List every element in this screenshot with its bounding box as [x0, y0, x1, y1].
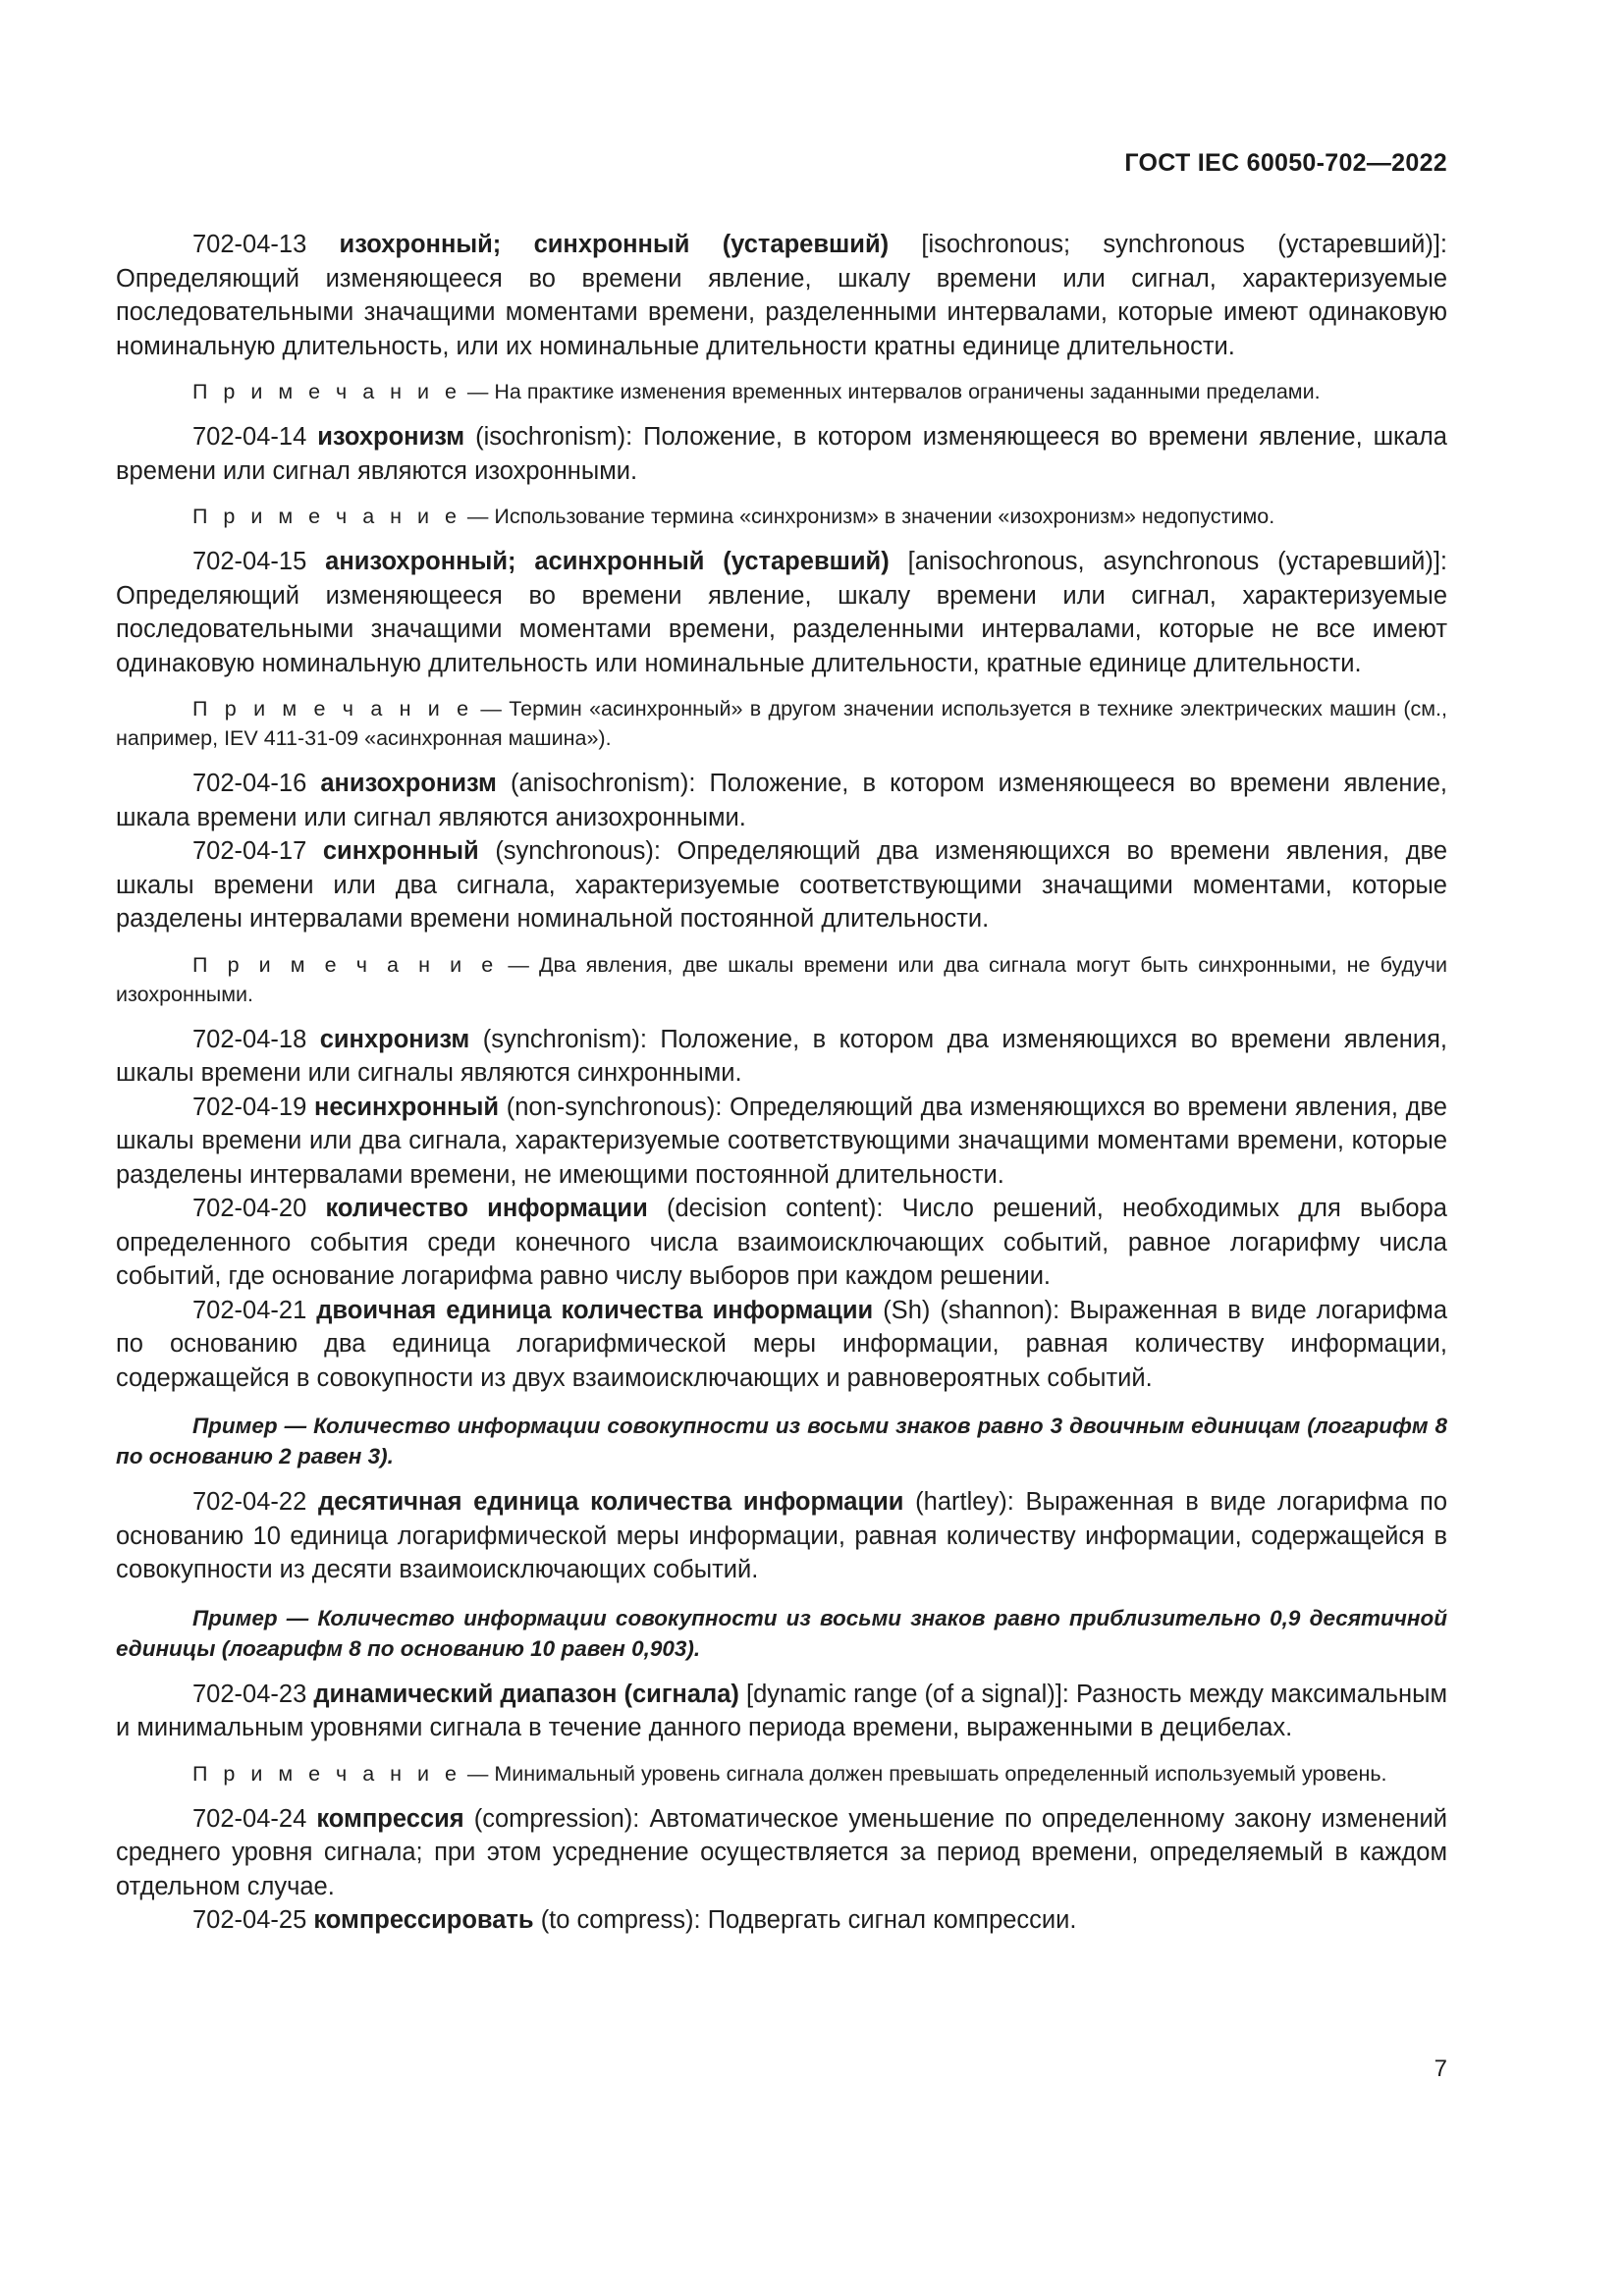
entry-number: 702-04-19 — [192, 1093, 307, 1121]
entry-term: анизохронный; асинхронный (устаревший) — [325, 548, 890, 575]
entry-term: изохронизм — [317, 423, 465, 451]
entry-term: компрессия — [316, 1804, 464, 1833]
entry-702-04-15 — [116, 545, 1447, 680]
entry-definition: (Sh) (shannon): Выраженная в виде логарифма по основанию два единица логарифмической меры информации, равная количеству информации, содержащейся в совокупности из двух взаимоисключающих и равновероятных событий. — [116, 1296, 1448, 1392]
entry-702-04-16 — [116, 767, 1447, 834]
note-702-04-23 — [116, 1759, 1447, 1789]
entry-number: 702-04-17 — [192, 837, 307, 865]
entry-term: динамический диапазон (сигнала) — [313, 1680, 739, 1708]
entry-number: 702-04-23 — [192, 1680, 307, 1708]
entry-definition: (hartley): Выраженная в виде логарифма по основанию 10 единица логарифмической меры информации, равная количеству информации, содержащейся в совокупности из десяти взаимоисключающих событий. — [116, 1488, 1448, 1583]
entry-number: 702-04-20 — [192, 1195, 307, 1222]
note-702-04-17 — [116, 950, 1447, 1009]
entry-number: 702-04-24 — [192, 1804, 307, 1833]
document-header: ГОСТ IEC 60050-702—2022 — [1124, 149, 1447, 177]
entry-definition: (synchronous): Определяющий два изменяющихся во времени явления, две шкалы времени или два сигнала, характеризуемые соответствующими значащими моментами, которые разделены интервалами времени номинальной постоянной длительности. — [116, 837, 1447, 933]
entry-702-04-13 — [116, 228, 1447, 363]
entry-term: компрессировать — [313, 1906, 534, 1934]
example-702-04-21: Пример — Количество информации совокупности из восьми знаков равно 3 двоичным единицам (логарифм 8 по основанию 2 равен 3). — [116, 1414, 1447, 1468]
entry-number: 702-04-18 — [192, 1025, 307, 1053]
note-text: — Минимальный уровень сигнала должен превышать определенный используемый уровень. — [460, 1761, 1387, 1786]
entry-702-04-23 — [116, 1678, 1447, 1745]
entry-definition: (decision content): Число решений, необходимых для выбора определенного события среди конечного числа взаимоисключающих событий, равное логарифму числа событий, где основание логарифма равно числу выборов при каждом решении. — [116, 1195, 1447, 1290]
entry-702-04-18 — [116, 1023, 1447, 1091]
entry-number: 702-04-13 — [192, 231, 307, 258]
entry-number: 702-04-25 — [192, 1906, 307, 1934]
entry-number: 702-04-14 — [192, 423, 307, 451]
note-702-04-14 — [116, 502, 1447, 531]
entry-702-04-17 — [116, 834, 1447, 936]
entry-definition: [isochronous; synchronous (устаревший)]: Определяющий изменяющееся во времени явление, шкалу времени или сигнал, характеризуемые последовательными значащими моментами времени, разделенными интервалами, которые имеют одинаковую номинальную длительность, или их номинальные длительности кратны единице длительности. — [116, 231, 1448, 360]
entry-term: синхронизм — [319, 1025, 470, 1053]
note-text: — На практике изменения временных интервалов ограничены заданными пределами. — [460, 380, 1321, 403]
entry-definition: (synchronism): Положение, в котором два изменяющихся во времени явления, шкалы времени или сигналы являются синхронными. — [116, 1025, 1447, 1087]
example-702-04-22: Пример — Количество информации совокупности из восьми знаков равно приблизительно 0,9 десятичной единицы (логарифм 8 по основанию 10 равен 0,903). — [116, 1605, 1447, 1661]
entry-definition: (to compress): Подвергать сигнал компрессии. — [540, 1906, 1077, 1934]
entry-term: двоичная единица количества информации — [316, 1296, 874, 1324]
entry-702-04-19 — [116, 1091, 1447, 1193]
note-702-04-13 — [116, 377, 1447, 406]
note-label: П р и м е ч а н и е — [192, 697, 474, 721]
entry-definition: (isochronism): Положение, в котором изменяющееся во времени явление, шкала времени или сигнал являются изохронными. — [116, 423, 1447, 485]
page-number: 7 — [1434, 2056, 1447, 2082]
entry-702-04-22 — [116, 1485, 1447, 1587]
entry-definition: (anisochronism): Положение, в котором изменяющееся во времени явление, шкала времени или сигнал являются анизохронными. — [116, 770, 1447, 831]
entry-number: 702-04-21 — [192, 1296, 307, 1324]
entry-term: синхронный — [322, 837, 479, 865]
entry-term: несинхронный — [313, 1093, 500, 1121]
entry-term: изохронный; синхронный (устаревший) — [339, 231, 890, 258]
entry-number: 702-04-15 — [192, 548, 307, 575]
document-body — [116, 228, 1447, 1938]
entry-definition: (compression): Автоматическое уменьшение по определенному закону изменений среднего уровня сигнала; при этом усреднение осуществляется за период времени, определяемый в каждом отдельном случае. — [116, 1804, 1447, 1900]
entry-702-04-25 — [116, 1903, 1447, 1938]
entry-term: десятичная единица количества информации — [317, 1488, 904, 1516]
entry-term: анизохронизм — [320, 770, 497, 797]
entry-number: 702-04-16 — [192, 770, 307, 797]
entry-definition: (non-synchronous): Определяющий два изменяющихся во времени явления, две шкалы времени или два сигнала, характеризуемые соответствующими значащими моментами времени, которые разделены интервалами времени, не имеющими постоянной длительности. — [116, 1093, 1447, 1189]
note-label: П р и м е ч а н и е — [192, 380, 461, 403]
entry-702-04-20 — [116, 1192, 1447, 1294]
note-702-04-15 — [116, 694, 1447, 753]
entry-702-04-24 — [116, 1802, 1447, 1904]
entry-number: 702-04-22 — [192, 1488, 307, 1516]
entry-definition: [anisochronous, asynchronous (устаревший)]: Определяющий изменяющееся во времени явление, шкалу времени или сигнал, характеризуемые последовательными значащими моментами времени, разделенными интервалами, которые не все имеют одинаковую номинальную длительность или номинальные длительности, кратные единице длительности. — [116, 548, 1447, 677]
note-text: — Два явления, две шкалы времени или два сигнала могут быть синхронными, не будучи изохронными. — [116, 952, 1447, 1006]
entry-term: количество информации — [325, 1195, 648, 1222]
note-label: П р и м е ч а н и е — [192, 952, 499, 977]
entry-702-04-21 — [116, 1294, 1447, 1396]
entry-definition: [dynamic range (of a signal)]: Разность между максимальным и минимальным уровнями сигнала в течение данного периода времени, выраженными в децибелах. — [116, 1680, 1448, 1741]
note-text: — Термин «асинхронный» в другом значении используется в технике электрических машин (см., например, IEV 411-31-09 «асинхронная машина»). — [116, 697, 1447, 750]
note-label: П р и м е ч а н и е — [192, 1761, 461, 1786]
note-label: П р и м е ч а н и е — [192, 505, 461, 528]
note-text: — Использование термина «синхронизм» в значении «изохронизм» недопустимо. — [460, 505, 1275, 528]
entry-702-04-14 — [116, 420, 1447, 488]
